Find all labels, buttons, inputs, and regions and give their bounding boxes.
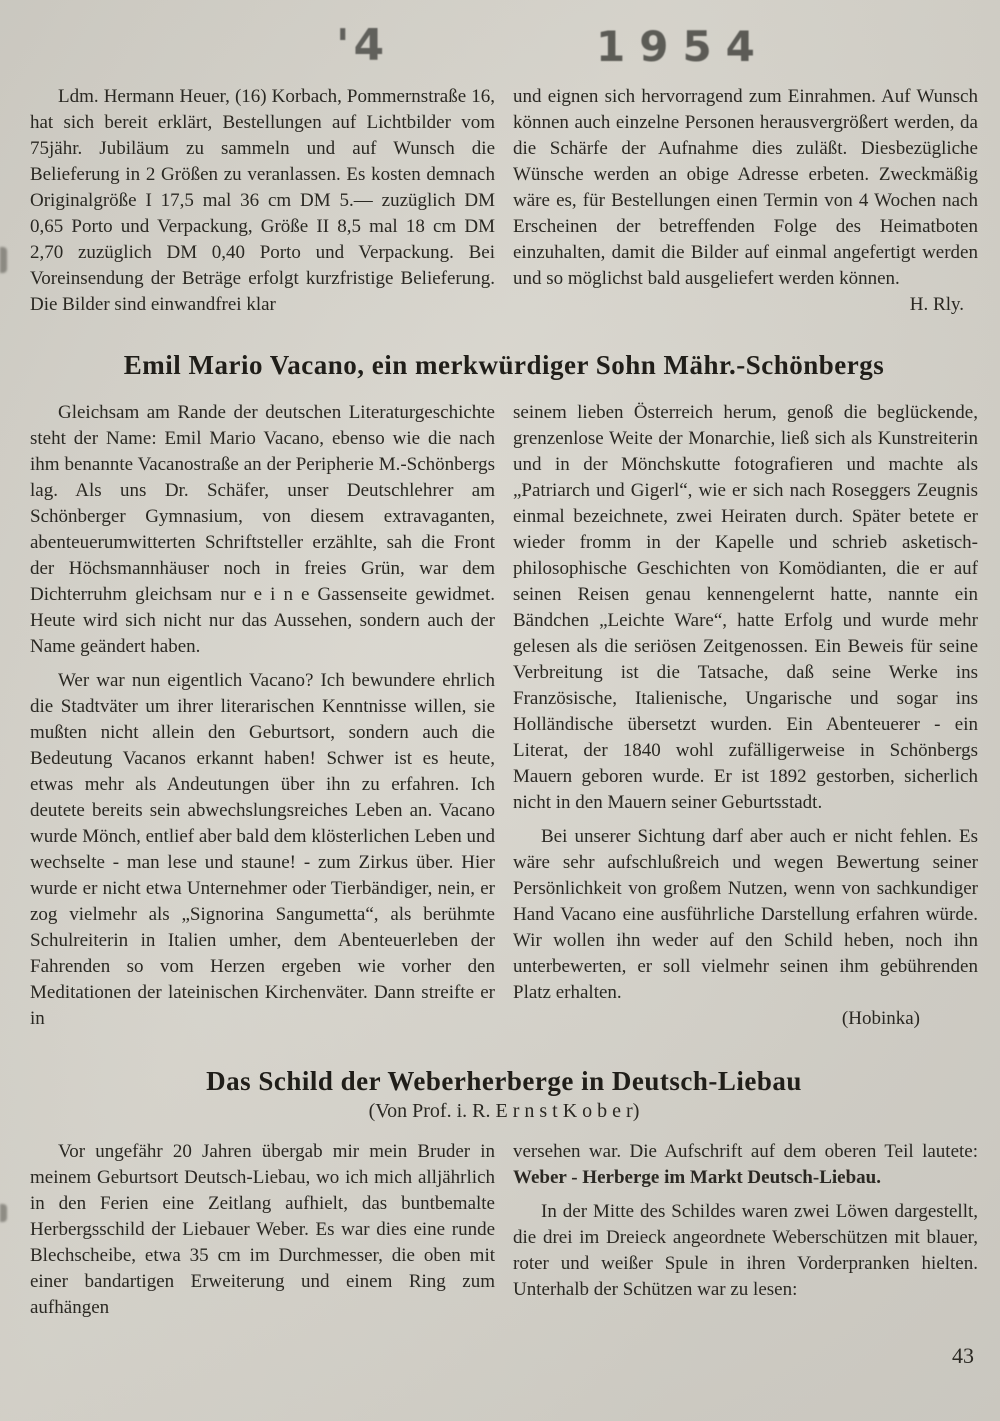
scan-edge-artifact (0, 247, 7, 273)
paragraph-gap (513, 816, 978, 824)
issue-number-stamp: '4 (336, 20, 389, 71)
header-stamp (0, 14, 1000, 74)
article-vacano-left-column (30, 400, 495, 1032)
inscription-bold-text: Weber - Herberge im Markt Deutsch-Liebau. (513, 1167, 881, 1188)
paragraph-lead-text: versehen war. Die Aufschrift auf dem oberen Teil lautete: (513, 1141, 978, 1162)
paragraph-gap (513, 1191, 978, 1199)
paragraph-gap (30, 660, 495, 668)
notice-left-paragraph: Ldm. Hermann Heuer, (16) Korbach, Pommernstraße 16, hat sich bereit erklärt, Bestellungen auf Lichtbilder vom 75jähr. Jubiläum zu sammeln und auf Wunsch die Belieferung in 2 Größen zu veranlassen. Es kosten demnach Originalgröße I 17,5 mal 36 cm DM 5.— zuzüglich DM 0,65 Porto und Verpackung, Größe II 8,5 mal 18 cm DM 2,70 zuzüglich DM 0,40 Porto und Verpackung. Bei Voreinsendung der Beträge erfolgt kurzfristige Belieferung. Die Bilder sind einwandfrei klar (30, 86, 495, 315)
article-schild-columns (30, 1139, 978, 1321)
notice-signature: H. Rly. (909, 294, 964, 315)
article-paragraph: Wer war nun eigentlich Vacano? Ich bewundere ehrlich die Stadtväter um ihrer literarischen Kenntnisse willen, sie mußten nicht allein den Geburtsort, sondern auch die Bedeutung Vacanos erkannt haben! Schwer ist es heute, etwas mehr als Andeutungen über ihn zu erfahren. Ich deutete bereits sein abwechslungsreiches Leben an. Vacano wurde Mönch, entlief aber bald dem klösterlichen Leben und wechselte - man lese und staune! - zum Zirkus über. Hier wurde er nicht etwa Unternehmer oder Tierbändiger, nein, er zog vielmehr als „Signorina Sangumetta“, als berühmte Schulreiterin in Italien umher, dem Abenteuerleben der Fahrenden so vom Herzen ergeben wie vorher den Meditationen der lateinischen Kirchenväter. Dann streifte er in (30, 670, 495, 1029)
article-paragraph: In der Mitte des Schildes waren zwei Löwen dargestellt, die drei im Dreieck angeordnete Weberschützen mit blauer, roter und weißer Spule in ihren Vorderpranken hielten. Unterhalb der Schützen war zu lesen: (513, 1201, 978, 1300)
page-content (30, 84, 978, 1321)
year-stamp: 1954 (596, 22, 769, 71)
article-vacano-columns (30, 400, 978, 1032)
article-paragraph: Bei unserer Sichtung darf aber auch er nicht fehlen. Es wäre sehr aufschlußreich und wegen Bewertung seiner Persönlichkeit von großem Nutzen, wenn von sachkundiger Hand Vacano eine ausführliche Darstellung erfahren würde. Wir wollen ihn weder auf den Schild heben, noch ihn unterbewerten, er soll vielmehr seinen ihm gebührenden Platz erhalten. (513, 826, 978, 1003)
article-schild-right-column (513, 1139, 978, 1321)
notice-left-column (30, 84, 495, 318)
page-number: 43 (952, 1343, 974, 1368)
article-schild-title: Das Schild der Weberherberge in Deutsch-Liebau (206, 1066, 802, 1096)
article-vacano-title: Emil Mario Vacano, ein merkwürdiger Sohn Mähr.-Schönbergs (123, 350, 885, 380)
scan-edge-artifact (0, 1204, 7, 1222)
article-schild-byline: (Von Prof. i. R. E r n s t K o b e r) (368, 1100, 640, 1122)
article-vacano-right-column (513, 400, 978, 1032)
notice-right-column (513, 84, 978, 318)
article-schild-left-column (30, 1139, 495, 1321)
article-vacano-signature: (Hobinka) (841, 1008, 920, 1029)
article-paragraph: seinem lieben Österreich herum, genoß die beglückende, grenzenlose Weite der Monarchie, ließ sich als Kunstreiterin und in der Mönchskutte fotografieren und machte als „Patriarch und Gigerl“, wie er sich nach Roseggers Zeugnis einmal bezeichnete, zwei Heiraten durch. Später betete er wieder fromm in der Kapelle und schrieb asketisch-philosophische Geschichten von Komödianten, die er auf seinen Reisen genau kennengelernt hatte, nannte ein Bändchen „Leichte Ware“, hatte Erfolg und wurde mehr gelesen als die seriösen Zeitgenossen. Ein Beweis für seine Verbreitung ist die Tatsache, daß seine Werke ins Französische, Italienische, Ungarische und sogar ins Holländische übersetzt wurden. Ein Abenteuerer - ein Literat, der 1840 wohl zufälligerweise in Schönbergs Mauern geboren wurde. Er ist 1892 gestorben, sicherlich nicht in den Mauern seiner Geburtsstadt. (513, 402, 978, 813)
article-vacano (30, 350, 978, 1032)
article-paragraph: Vor ungefähr 20 Jahren übergab mir mein Bruder in meinem Geburtsort Deutsch-Liebau, wo ich mich alljährlich in den Ferien eine Zeitlang aufhielt, das buntbemalte Herbergsschild der Liebauer Weber. Es war dies eine runde Blechscheibe, etwa 35 cm im Durchmesser, die oben mit einer bandartigen Erweiterung und einem Ring zum aufhängen (30, 1141, 495, 1318)
article-paragraph: Gleichsam am Rande der deutschen Literaturgeschichte steht der Name: Emil Mario Vacano, ebenso wie die nach ihm benannte Vacanostraße an der Peripherie M.-Schönbergs lag. Als uns Dr. Schäfer, unser Deutschlehrer am Schönberger Gymnasium, von diesem extravaganten, abenteuerumwitterten Schriftsteller erzählte, sah die Front der Höchsmannhäuser noch in freies Grün, war dem Dichterruhm gleichsam nur e i n e Gassenseite gewidmet. Heute wird sich nicht nur das Aussehen, sondern auch der Name geändert haben. (30, 402, 495, 657)
notice-right-paragraph: und eignen sich hervorragend zum Einrahmen. Auf Wunsch können auch einzelne Personen herausvergrößert werden, da die Schärfe der Aufnahme dies zuläßt. Diesbezügliche Wünsche werden an obige Adresse erbeten. Zweckmäßig wäre es, für Bestellungen einen Termin von 4 Wochen nach Erscheinen der betreffenden Folge des Heimatboten einzuhalten, damit die Bilder auf einmal angefertigt werden und so möglichst bald ausgeliefert werden können. (513, 86, 978, 289)
article-schild (30, 1066, 978, 1321)
notice-section (30, 84, 978, 318)
notice-columns (30, 84, 978, 318)
article-paragraph (513, 1139, 978, 1191)
